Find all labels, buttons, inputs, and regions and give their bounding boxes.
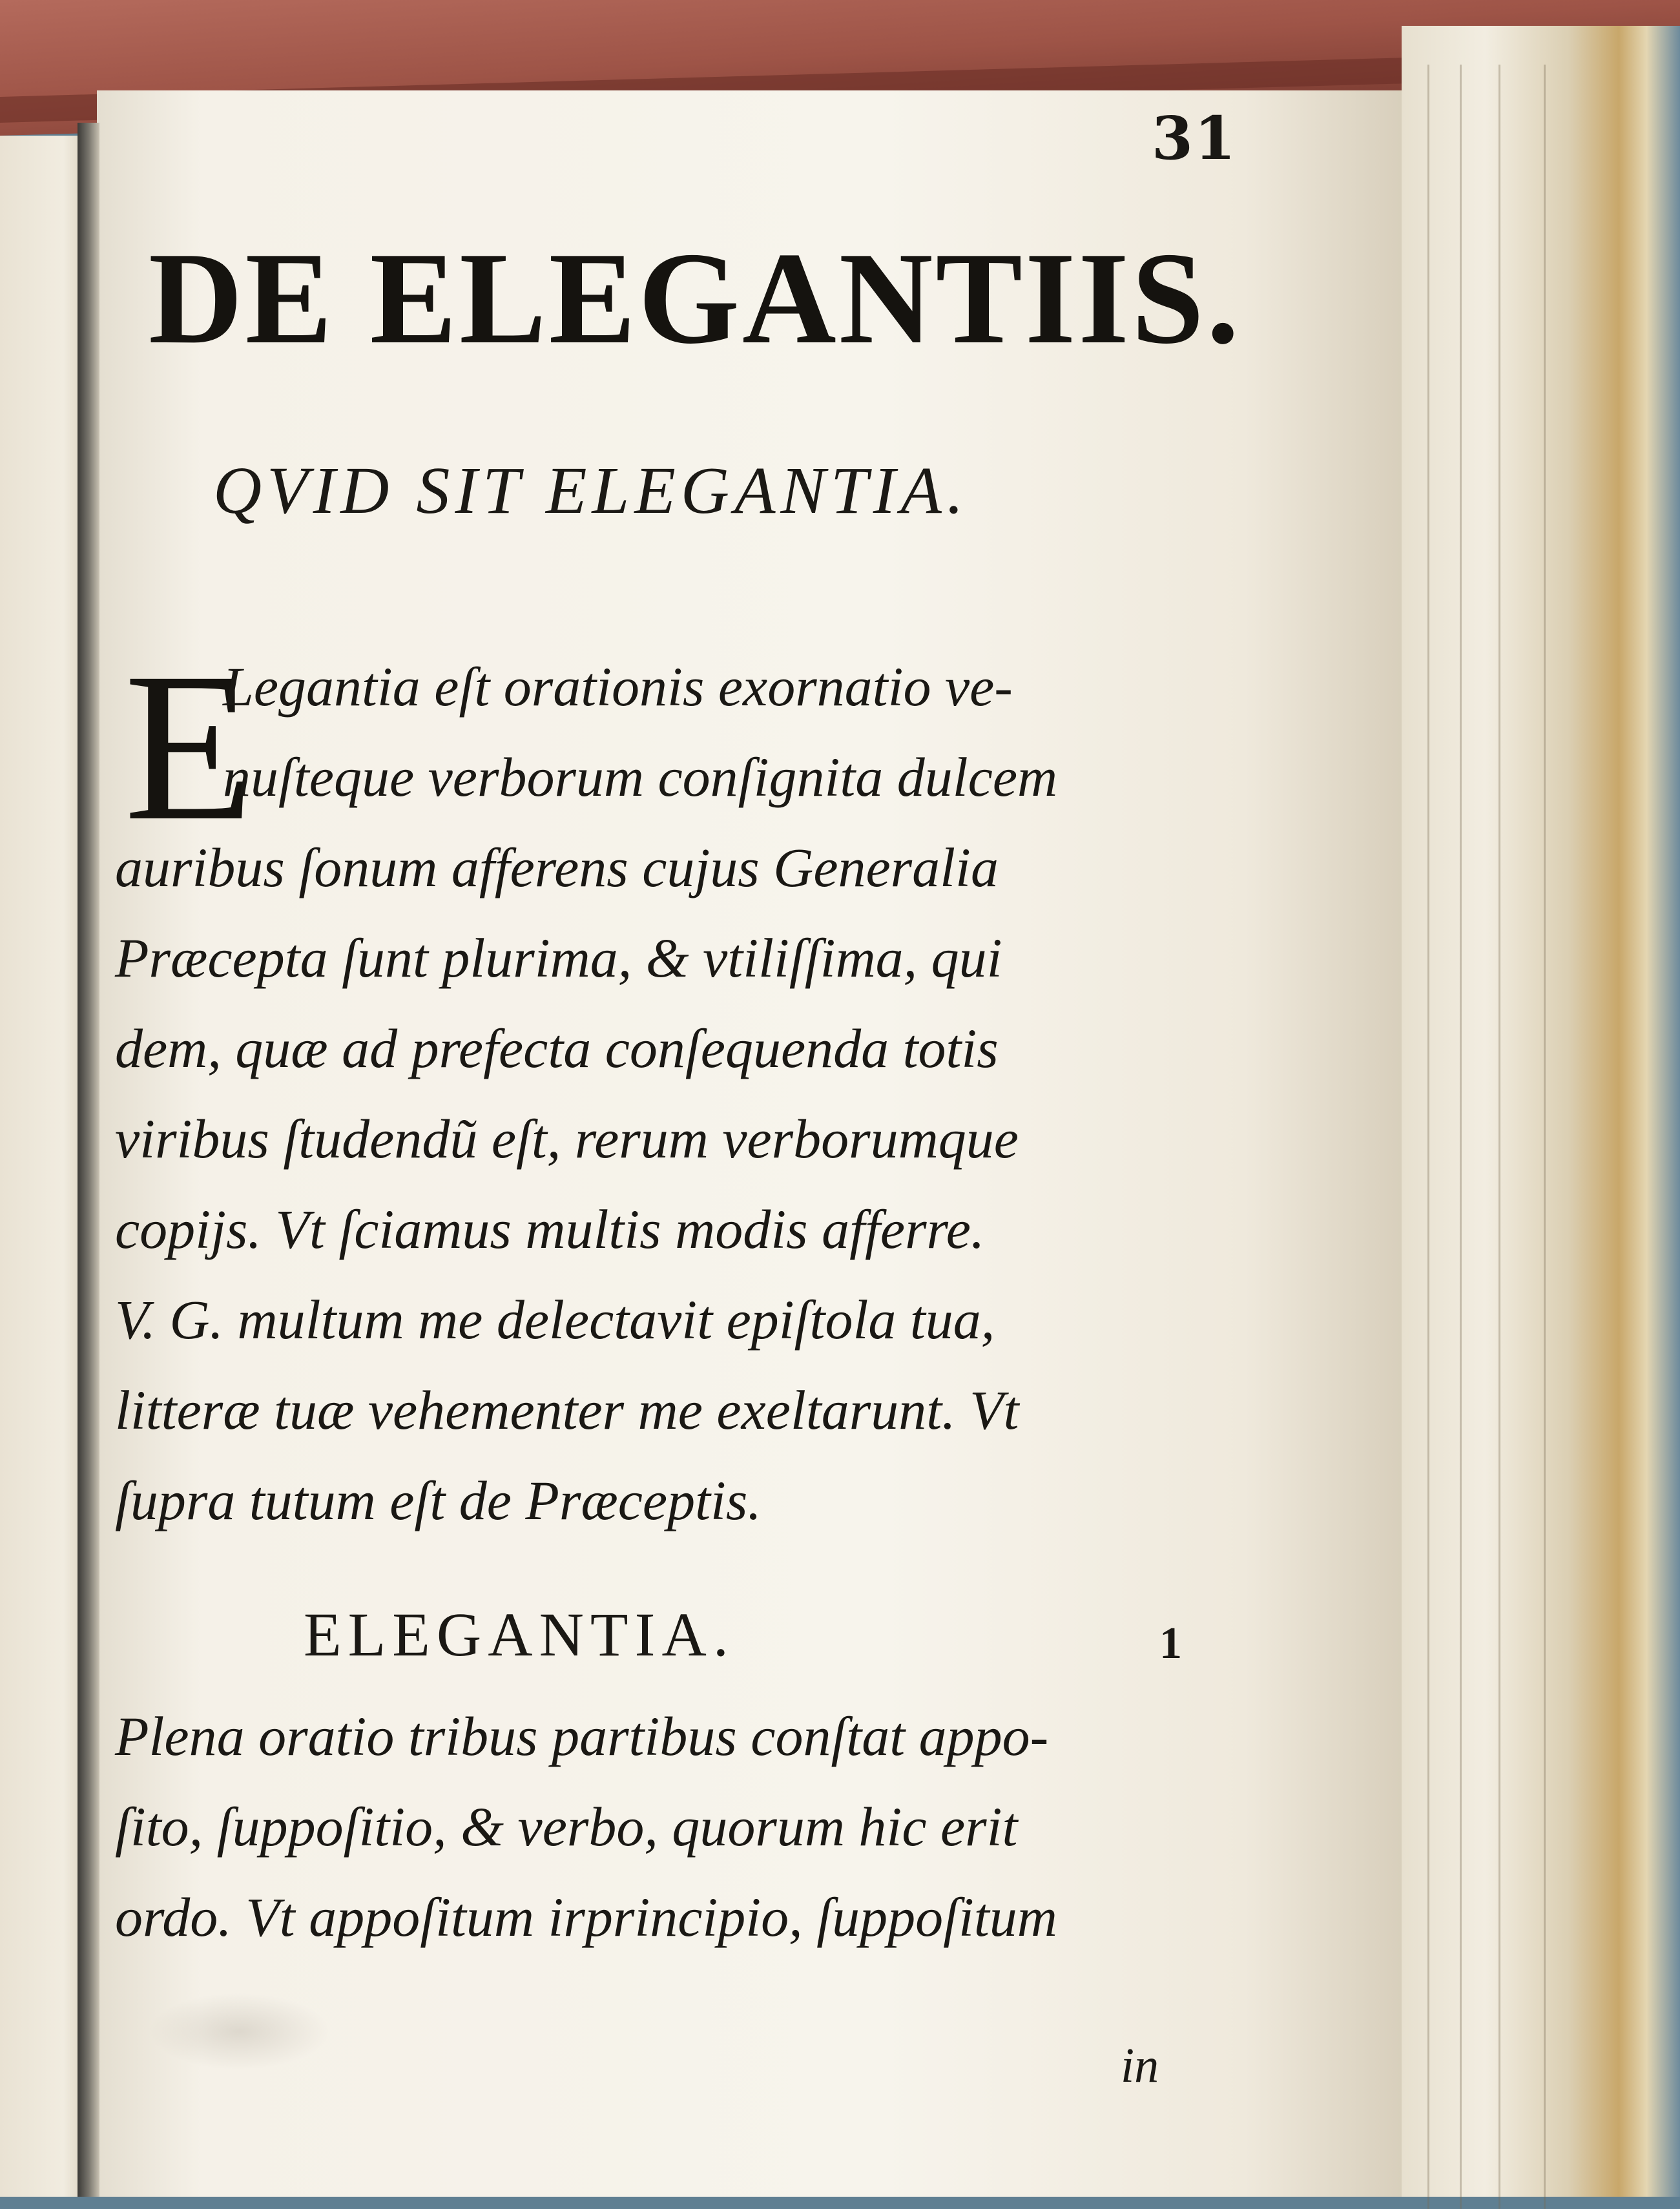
book-gutter	[78, 123, 99, 2197]
page-subtitle: QVID SIT ELEGANTIA.	[213, 453, 969, 528]
text-line: copiјs. Vt ſciamus multis modis afferre.	[115, 1198, 985, 1260]
page-number: 31	[1151, 103, 1237, 173]
section-heading: ELEGANTIA.	[304, 1600, 735, 1669]
text-line: V. G. multum me delectavit epiſtola tua,	[115, 1289, 995, 1351]
text-line: dem, quæ ad prefecta conſequenda totis	[115, 1017, 999, 1079]
text-line: viribus ſtudendũ eſt, rerum verborumque	[115, 1108, 1019, 1170]
text-line: Præcepta ſunt plurima, & vtiliſſima, qui	[115, 927, 1002, 989]
left-page-edge	[0, 136, 90, 2197]
text-line: ordo. Vt appoſitum irprincipio, ſuppoſitum	[115, 1886, 1057, 1948]
page-title: DE ELEGANTIIS.	[149, 225, 1242, 371]
text-line: ſito, ſuppoſitio, & verbo, quorum hic erit	[115, 1796, 1018, 1858]
catchword: in	[1121, 2038, 1159, 2093]
page-stack	[1402, 26, 1680, 2197]
text-line: Legantia eſt orationis exornatio ve-	[223, 656, 1013, 718]
text-line: litteræ tuæ vehementer me exeltarunt. Vt	[115, 1379, 1019, 1441]
text-line: auribus ſonum afferens cujus Generalia	[115, 836, 999, 898]
text-line: nuſteque verborum conſignita dulcem	[223, 746, 1058, 808]
text-line: ſupra tutum eſt de Præceptis.	[115, 1469, 762, 1531]
section-number: 1	[1159, 1619, 1182, 1668]
drop-cap: E	[124, 629, 254, 865]
text-line: Plena oratio tribus partibus conſtat appo-	[115, 1705, 1049, 1767]
ink-stain	[149, 1993, 329, 2070]
